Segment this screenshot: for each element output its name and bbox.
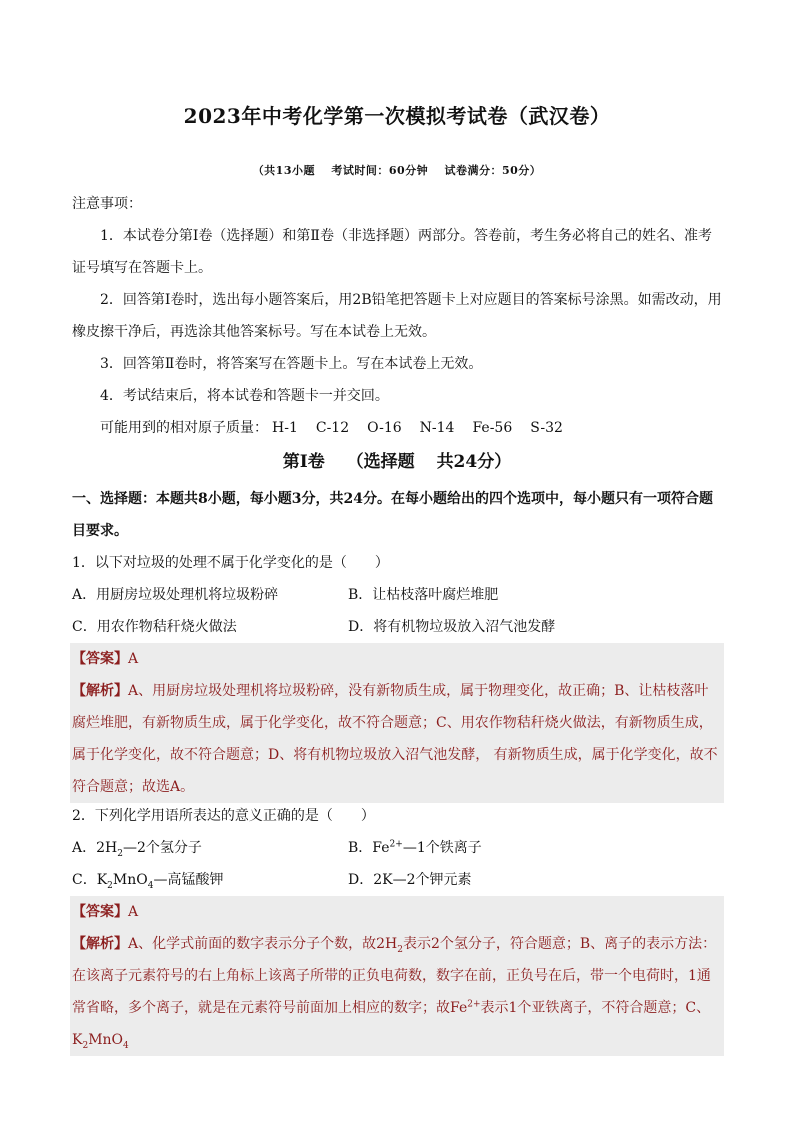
question-2-option-c: C．$K_2MnO_4—$高锰酸钾 xyxy=(72,872,224,891)
atom-h: H-1 xyxy=(272,420,298,436)
question-1-answer xyxy=(72,643,722,675)
question-count: （共13小题 xyxy=(252,164,315,177)
question-1-option-a: A．用厨房垃圾处理机将垃圾粉碎 xyxy=(72,587,279,603)
section-part: 第Ⅰ卷 xyxy=(282,452,325,472)
notice-section xyxy=(72,188,724,444)
atom-c: C-12 xyxy=(315,420,350,436)
exam-info xyxy=(0,162,794,178)
question-2-option-b: B．$Fe^{2+}—1$个铁离子 xyxy=(348,839,482,856)
question-1-option-b: B．让枯枝落叶腐烂堆肥 xyxy=(348,587,499,603)
page-title: 2023年中考化学第一次模拟考试卷（武汉卷） xyxy=(183,104,611,128)
atomic-masses xyxy=(72,412,724,444)
question-1-options-cd xyxy=(72,611,724,643)
notice-item-4: 4．考试结束后，将本试卷和答题卡一并交回。 xyxy=(100,388,389,404)
question-1-stem: 1．以下对垃圾的处理不属于化学变化的是（ ） xyxy=(72,555,389,571)
question-2-options-ab xyxy=(72,832,724,864)
exam-time: 考试时间：60分钟 xyxy=(331,164,429,177)
analysis-text: A、用厨房垃圾处理机将垃圾粉碎，没有新物质生成，属于物理变化，故正确；B、让枯枝落叶腐烂堆肥，有新物质生成，属于化学变化，故不符合题意；C、用农作物秸秆烧火做法，有新物质生成，属于化学变化，故不符合题意；D、将有机物垃圾放入沼气池发酵， 有新物质生成，属于化学变化，故不符合题意；故选A。 xyxy=(72,683,718,795)
atom-s: S-32 xyxy=(530,420,563,436)
answer-tag: 【答案】 xyxy=(72,651,128,667)
analysis-tag: 【解析】 xyxy=(72,683,128,699)
question-2-option-d: D．2K—2个钾元素 xyxy=(348,872,472,888)
analysis-tag: 【解析】 xyxy=(72,936,128,952)
question-2-options-cd xyxy=(72,864,724,896)
notice-item-1: 1．本试卷分第Ⅰ卷（选择题）和第Ⅱ卷（非选择题）两部分。答卷前，考生务必将自己的姓名、准考证号填写在答题卡上。 xyxy=(72,228,712,276)
section-name: （选择题 xyxy=(346,452,415,472)
section-instructions: 一、选择题：本题共8小题，每小题3分，共24分。在每小题给出的四个选项中，每小题只有一项符合题目要求。 xyxy=(72,491,713,539)
question-1-option-d: D．将有机物垃圾放入沼气池发酵 xyxy=(348,619,556,635)
question-1-option-c: C．用农作物秸秆烧火做法 xyxy=(72,619,237,635)
atom-n: N-14 xyxy=(419,420,455,436)
atom-o: O-16 xyxy=(367,420,402,436)
question-1-answer-box xyxy=(70,643,724,803)
notice-item-2: 2．回答第Ⅰ卷时，选出每小题答案后，用2B铅笔把答题卡上对应题目的答案标号涂黑。如需改动，用橡皮擦干净后，再选涂其他答案标号。写在本试卷上无效。 xyxy=(72,292,722,340)
question-2-answer-box xyxy=(70,896,724,1056)
section-points: 共24分） xyxy=(436,452,512,472)
question-2-stem: 2．下列化学用语所表达的意义正确的是（ ） xyxy=(72,808,375,824)
answer-value: A xyxy=(128,651,139,667)
question-2 xyxy=(72,800,724,896)
question-2-analysis: 【解析】A、化学式前面的数字表示分子个数，故$2H_2$表示2个氢分子，符合题意；B、离子的表示方法：在该离子元素符号的右上角标上该离子所带的正负电荷数，数字在前，正负号在后，带一个电荷时，1通常省略，多个离子，就是在元素符号前面加上相应的数字；故$Fe^{2+}$表示1个亚铁离子，不符合题意；C、$K_2MnO_4$ xyxy=(72,936,717,1051)
answer-tag: 【答案】 xyxy=(72,904,128,920)
notice-heading: 注意事项： xyxy=(72,196,142,212)
question-2-answer xyxy=(72,896,722,928)
answer-value: A xyxy=(128,904,139,920)
question-1 xyxy=(72,547,724,643)
full-score: 试卷满分：50分） xyxy=(444,164,542,177)
notice-item-3: 3．回答第Ⅱ卷时，将答案写在答题卡上。写在本试卷上无效。 xyxy=(100,356,483,372)
atomic-masses-label: 可能用到的相对原子质量： xyxy=(100,420,268,436)
section-title xyxy=(0,447,794,472)
question-1-options-ab xyxy=(72,579,724,611)
question-2-option-a: A．$2H_2—2$个氢分子 xyxy=(72,840,202,859)
atom-fe: Fe-56 xyxy=(472,420,513,436)
question-1-analysis xyxy=(72,675,722,803)
